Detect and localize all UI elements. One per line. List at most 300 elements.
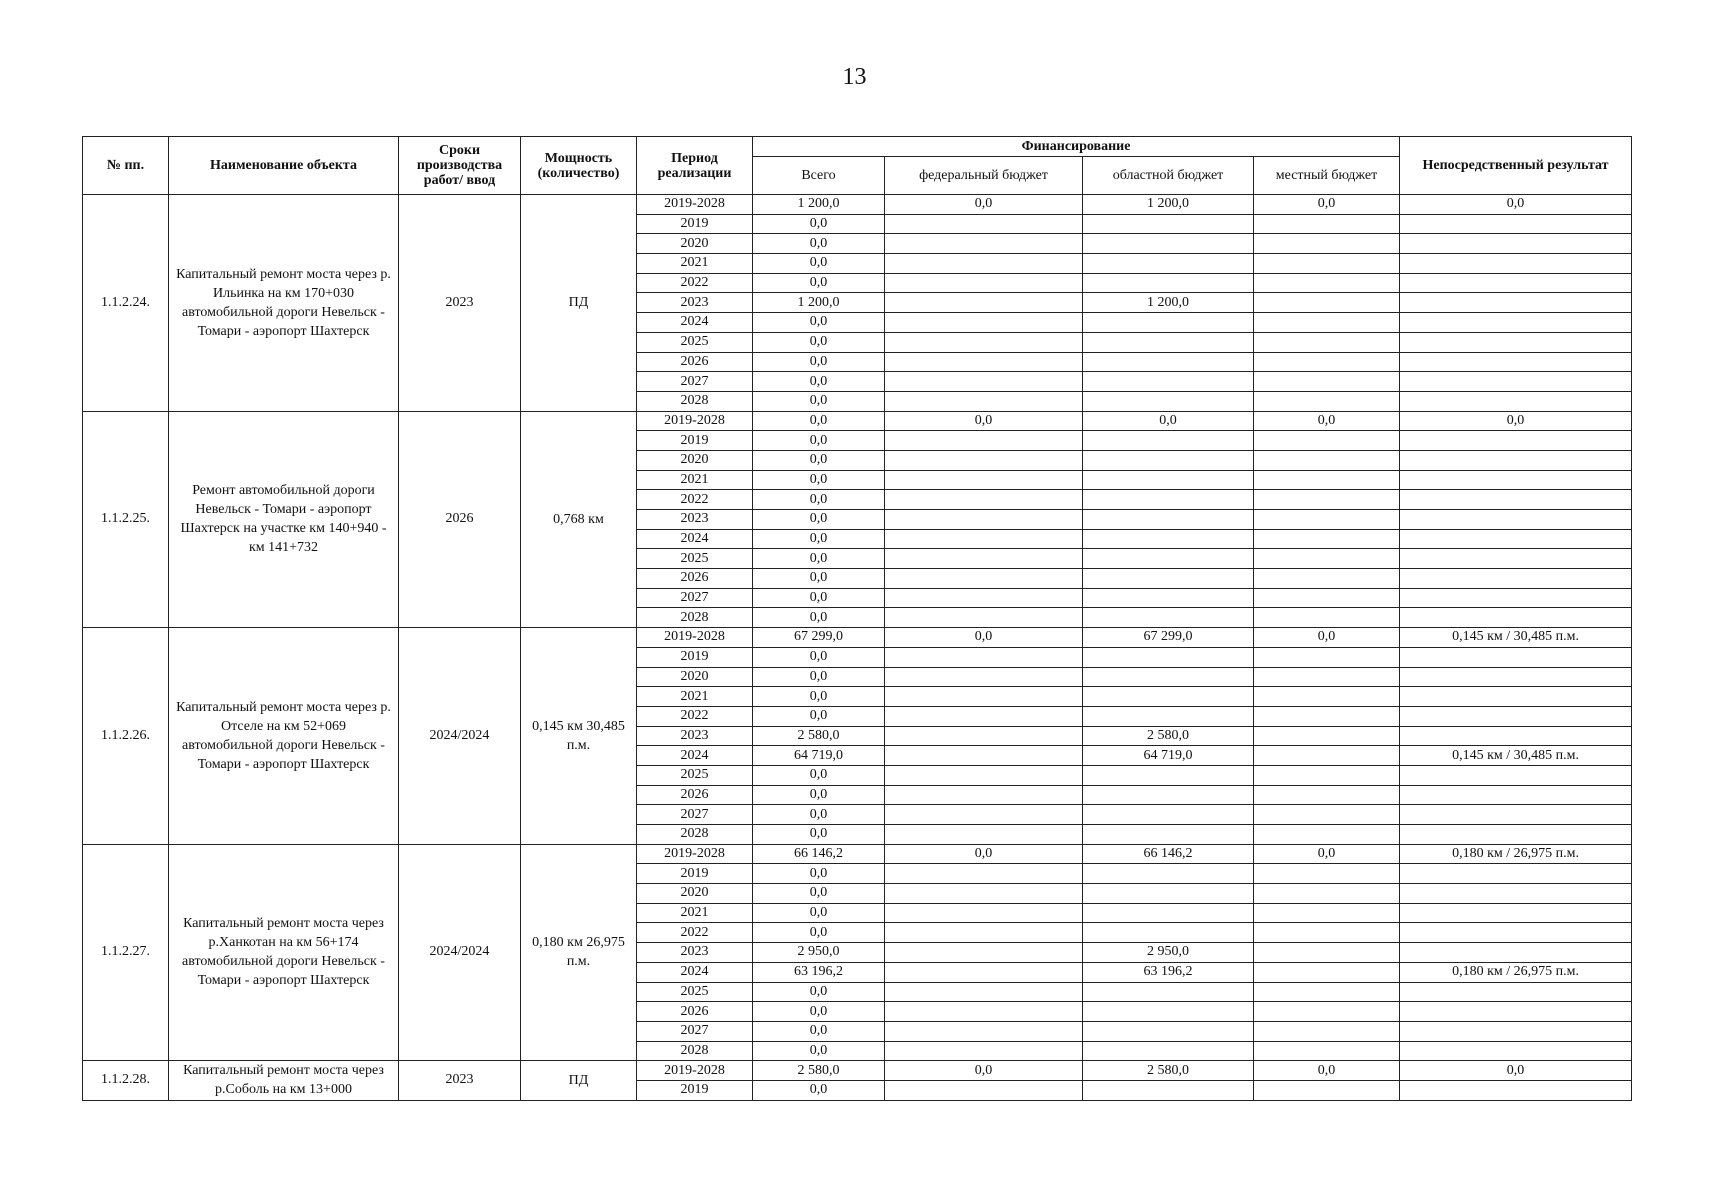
local-cell: 0,0 <box>1254 844 1400 864</box>
local-cell <box>1254 726 1400 746</box>
local-cell <box>1254 805 1400 825</box>
regional-cell <box>1083 352 1254 372</box>
regional-cell <box>1083 549 1254 569</box>
local-cell: 0,0 <box>1254 628 1400 648</box>
regional-cell <box>1083 687 1254 707</box>
table-body <box>83 195 1632 1101</box>
regional-cell <box>1083 608 1254 628</box>
result-cell <box>1400 884 1632 904</box>
federal-cell <box>885 470 1083 490</box>
regional-cell <box>1083 785 1254 805</box>
object-name: Ремонт автомобильной дороги Невельск - Томари - аэропорт Шахтерск на участке км 140+940 - км 141+732 <box>169 411 399 628</box>
result-cell: 0,180 км / 26,975 п.м. <box>1400 844 1632 864</box>
total-cell: 0,0 <box>753 608 885 628</box>
result-cell <box>1400 352 1632 372</box>
object-capacity: ПД <box>521 195 637 412</box>
result-cell: 0,145 км / 30,485 п.м. <box>1400 746 1632 766</box>
result-cell <box>1400 234 1632 254</box>
result-cell <box>1400 667 1632 687</box>
result-cell <box>1400 214 1632 234</box>
local-cell <box>1254 647 1400 667</box>
result-cell <box>1400 1021 1632 1041</box>
local-cell <box>1254 273 1400 293</box>
period-cell: 2019-2028 <box>637 411 753 431</box>
local-cell <box>1254 510 1400 530</box>
federal-cell <box>885 490 1083 510</box>
regional-cell <box>1083 234 1254 254</box>
local-cell <box>1254 313 1400 333</box>
total-cell: 0,0 <box>753 903 885 923</box>
period-cell: 2020 <box>637 667 753 687</box>
period-cell: 2022 <box>637 706 753 726</box>
total-cell: 67 299,0 <box>753 628 885 648</box>
regional-cell <box>1083 667 1254 687</box>
object-terms: 2026 <box>399 411 521 628</box>
federal-cell <box>885 352 1083 372</box>
regional-cell <box>1083 254 1254 274</box>
object-terms: 2023 <box>399 195 521 412</box>
result-cell <box>1400 982 1632 1002</box>
total-cell: 0,0 <box>753 884 885 904</box>
federal-cell <box>885 687 1083 707</box>
header-period: Период реализации <box>637 137 753 195</box>
result-cell: 0,0 <box>1400 1061 1632 1081</box>
regional-cell <box>1083 313 1254 333</box>
local-cell <box>1254 746 1400 766</box>
object-number: 1.1.2.24. <box>83 195 169 412</box>
period-cell: 2019-2028 <box>637 628 753 648</box>
total-cell: 2 580,0 <box>753 1061 885 1081</box>
result-cell: 0,0 <box>1400 411 1632 431</box>
period-cell: 2027 <box>637 372 753 392</box>
period-cell: 2024 <box>637 962 753 982</box>
period-cell: 2023 <box>637 510 753 530</box>
federal-cell <box>885 1080 1083 1100</box>
local-cell <box>1254 372 1400 392</box>
local-cell: 0,0 <box>1254 195 1400 215</box>
total-cell: 0,0 <box>753 588 885 608</box>
header-regional: областной бюджет <box>1083 157 1254 195</box>
header-result: Непосредственный результат <box>1400 137 1632 195</box>
period-cell: 2026 <box>637 785 753 805</box>
local-cell <box>1254 765 1400 785</box>
local-cell <box>1254 470 1400 490</box>
result-cell <box>1400 825 1632 845</box>
local-cell <box>1254 569 1400 589</box>
object-terms: 2023 <box>399 1061 521 1100</box>
object-number: 1.1.2.26. <box>83 628 169 845</box>
total-cell: 0,0 <box>753 214 885 234</box>
local-cell <box>1254 687 1400 707</box>
total-cell: 0,0 <box>753 450 885 470</box>
period-cell: 2019 <box>637 214 753 234</box>
object-number: 1.1.2.28. <box>83 1061 169 1100</box>
local-cell <box>1254 884 1400 904</box>
period-cell: 2023 <box>637 293 753 313</box>
result-cell <box>1400 273 1632 293</box>
total-cell: 0,0 <box>753 411 885 431</box>
period-cell: 2019 <box>637 647 753 667</box>
total-cell: 0,0 <box>753 706 885 726</box>
period-cell: 2026 <box>637 1002 753 1022</box>
regional-cell <box>1083 884 1254 904</box>
header-federal: федеральный бюджет <box>885 157 1083 195</box>
regional-cell <box>1083 706 1254 726</box>
regional-cell: 66 146,2 <box>1083 844 1254 864</box>
result-cell: 0,145 км / 30,485 п.м. <box>1400 628 1632 648</box>
regional-cell <box>1083 510 1254 530</box>
federal-cell <box>885 450 1083 470</box>
total-cell: 0,0 <box>753 1041 885 1061</box>
result-cell: 0,180 км / 26,975 п.м. <box>1400 962 1632 982</box>
period-cell: 2028 <box>637 1041 753 1061</box>
result-cell <box>1400 706 1632 726</box>
total-cell: 0,0 <box>753 431 885 451</box>
regional-cell <box>1083 372 1254 392</box>
period-cell: 2024 <box>637 313 753 333</box>
period-cell: 2026 <box>637 352 753 372</box>
total-cell: 0,0 <box>753 569 885 589</box>
object-name: Капитальный ремонт моста через р.Соболь на км 13+000 <box>169 1061 399 1100</box>
local-cell: 0,0 <box>1254 411 1400 431</box>
result-cell <box>1400 254 1632 274</box>
local-cell <box>1254 1002 1400 1022</box>
federal-cell <box>885 805 1083 825</box>
period-cell: 2023 <box>637 943 753 963</box>
regional-cell <box>1083 903 1254 923</box>
federal-cell <box>885 864 1083 884</box>
local-cell <box>1254 903 1400 923</box>
result-cell <box>1400 549 1632 569</box>
federal-cell <box>885 923 1083 943</box>
result-cell <box>1400 785 1632 805</box>
result-cell <box>1400 490 1632 510</box>
local-cell <box>1254 234 1400 254</box>
regional-cell <box>1083 864 1254 884</box>
result-cell: 0,0 <box>1400 195 1632 215</box>
period-cell: 2021 <box>637 254 753 274</box>
result-cell <box>1400 805 1632 825</box>
local-cell <box>1254 549 1400 569</box>
object-terms: 2024/2024 <box>399 844 521 1061</box>
header-total: Всего <box>753 157 885 195</box>
local-cell <box>1254 1080 1400 1100</box>
header-local: местный бюджет <box>1254 157 1400 195</box>
total-cell: 0,0 <box>753 687 885 707</box>
period-cell: 2028 <box>637 608 753 628</box>
total-cell: 0,0 <box>753 765 885 785</box>
period-cell: 2024 <box>637 529 753 549</box>
result-cell <box>1400 943 1632 963</box>
result-cell <box>1400 332 1632 352</box>
result-cell <box>1400 608 1632 628</box>
federal-cell <box>885 647 1083 667</box>
financing-table <box>82 136 1632 1101</box>
period-cell: 2022 <box>637 490 753 510</box>
result-cell <box>1400 391 1632 411</box>
federal-cell <box>885 943 1083 963</box>
period-cell: 2021 <box>637 470 753 490</box>
federal-cell <box>885 785 1083 805</box>
result-cell <box>1400 864 1632 884</box>
period-cell: 2019-2028 <box>637 1061 753 1081</box>
federal-cell <box>885 234 1083 254</box>
result-cell <box>1400 293 1632 313</box>
period-cell: 2020 <box>637 234 753 254</box>
result-cell <box>1400 569 1632 589</box>
object-terms: 2024/2024 <box>399 628 521 845</box>
result-cell <box>1400 1041 1632 1061</box>
total-cell: 0,0 <box>753 1002 885 1022</box>
federal-cell <box>885 1041 1083 1061</box>
total-cell: 0,0 <box>753 825 885 845</box>
total-cell: 0,0 <box>753 667 885 687</box>
regional-cell <box>1083 214 1254 234</box>
regional-cell <box>1083 391 1254 411</box>
regional-cell <box>1083 1021 1254 1041</box>
regional-cell: 0,0 <box>1083 411 1254 431</box>
local-cell <box>1254 667 1400 687</box>
regional-cell: 67 299,0 <box>1083 628 1254 648</box>
result-cell <box>1400 903 1632 923</box>
federal-cell: 0,0 <box>885 195 1083 215</box>
total-cell: 0,0 <box>753 647 885 667</box>
regional-cell <box>1083 1002 1254 1022</box>
header-capacity: Мощность (количество) <box>521 137 637 195</box>
result-cell <box>1400 647 1632 667</box>
regional-cell <box>1083 982 1254 1002</box>
total-cell: 0,0 <box>753 254 885 274</box>
object-capacity: 0,145 км 30,485 п.м. <box>521 628 637 845</box>
local-cell <box>1254 706 1400 726</box>
period-cell: 2019-2028 <box>637 195 753 215</box>
regional-cell: 2 580,0 <box>1083 1061 1254 1081</box>
regional-cell <box>1083 569 1254 589</box>
federal-cell <box>885 431 1083 451</box>
total-cell: 0,0 <box>753 313 885 333</box>
result-cell <box>1400 372 1632 392</box>
total-cell: 0,0 <box>753 1080 885 1100</box>
federal-cell <box>885 884 1083 904</box>
local-cell <box>1254 352 1400 372</box>
federal-cell <box>885 332 1083 352</box>
local-cell <box>1254 943 1400 963</box>
local-cell <box>1254 391 1400 411</box>
result-cell <box>1400 588 1632 608</box>
total-cell: 2 580,0 <box>753 726 885 746</box>
federal-cell <box>885 313 1083 333</box>
total-cell: 63 196,2 <box>753 962 885 982</box>
federal-cell <box>885 569 1083 589</box>
total-cell: 0,0 <box>753 529 885 549</box>
local-cell <box>1254 825 1400 845</box>
local-cell <box>1254 588 1400 608</box>
total-cell: 0,0 <box>753 391 885 411</box>
total-cell: 0,0 <box>753 785 885 805</box>
regional-cell <box>1083 588 1254 608</box>
total-cell: 0,0 <box>753 470 885 490</box>
result-cell <box>1400 923 1632 943</box>
total-cell: 0,0 <box>753 234 885 254</box>
period-cell: 2025 <box>637 982 753 1002</box>
federal-cell <box>885 588 1083 608</box>
result-cell <box>1400 1080 1632 1100</box>
total-cell: 64 719,0 <box>753 746 885 766</box>
local-cell <box>1254 982 1400 1002</box>
federal-cell <box>885 293 1083 313</box>
total-cell: 0,0 <box>753 372 885 392</box>
federal-cell <box>885 1021 1083 1041</box>
period-cell: 2028 <box>637 391 753 411</box>
federal-cell <box>885 765 1083 785</box>
object-number: 1.1.2.27. <box>83 844 169 1061</box>
local-cell <box>1254 864 1400 884</box>
period-cell: 2022 <box>637 273 753 293</box>
regional-cell <box>1083 923 1254 943</box>
period-cell: 2025 <box>637 332 753 352</box>
federal-cell <box>885 214 1083 234</box>
local-cell <box>1254 529 1400 549</box>
period-cell: 2024 <box>637 746 753 766</box>
local-cell <box>1254 431 1400 451</box>
result-cell <box>1400 510 1632 530</box>
local-cell <box>1254 1041 1400 1061</box>
period-cell: 2019 <box>637 431 753 451</box>
regional-cell: 2 950,0 <box>1083 943 1254 963</box>
period-cell: 2019 <box>637 1080 753 1100</box>
federal-cell <box>885 608 1083 628</box>
object-name: Капитальный ремонт моста через р. Отселе на км 52+069 автомобильной дороги Невельск - Томари - аэропорт Шахтерск <box>169 628 399 845</box>
federal-cell <box>885 510 1083 530</box>
regional-cell <box>1083 332 1254 352</box>
period-cell: 2027 <box>637 588 753 608</box>
local-cell <box>1254 254 1400 274</box>
header-terms: Сроки производства работ/ ввод <box>399 137 521 195</box>
federal-cell <box>885 667 1083 687</box>
object-capacity: 0,768 км <box>521 411 637 628</box>
result-cell <box>1400 765 1632 785</box>
object-number: 1.1.2.25. <box>83 411 169 628</box>
total-cell: 0,0 <box>753 549 885 569</box>
federal-cell <box>885 726 1083 746</box>
period-cell: 2025 <box>637 549 753 569</box>
local-cell <box>1254 923 1400 943</box>
federal-cell <box>885 529 1083 549</box>
result-cell <box>1400 470 1632 490</box>
total-cell: 0,0 <box>753 352 885 372</box>
total-cell: 0,0 <box>753 864 885 884</box>
period-cell: 2020 <box>637 884 753 904</box>
federal-cell: 0,0 <box>885 1061 1083 1081</box>
period-cell: 2019-2028 <box>637 844 753 864</box>
regional-cell <box>1083 1080 1254 1100</box>
federal-cell <box>885 706 1083 726</box>
period-cell: 2019 <box>637 864 753 884</box>
federal-cell: 0,0 <box>885 844 1083 864</box>
table-header <box>83 137 1632 195</box>
header-num: № пп. <box>83 137 169 195</box>
total-cell: 0,0 <box>753 510 885 530</box>
period-cell: 2028 <box>637 825 753 845</box>
federal-cell <box>885 391 1083 411</box>
header-financing: Финансирование <box>753 137 1400 157</box>
period-cell: 2023 <box>637 726 753 746</box>
total-cell: 0,0 <box>753 490 885 510</box>
local-cell <box>1254 785 1400 805</box>
total-cell: 0,0 <box>753 923 885 943</box>
federal-cell <box>885 746 1083 766</box>
local-cell <box>1254 962 1400 982</box>
regional-cell <box>1083 490 1254 510</box>
page-number: 13 <box>842 64 867 90</box>
header-name: Наименование объекта <box>169 137 399 195</box>
federal-cell <box>885 1002 1083 1022</box>
period-cell: 2026 <box>637 569 753 589</box>
federal-cell <box>885 962 1083 982</box>
period-cell: 2021 <box>637 687 753 707</box>
local-cell <box>1254 608 1400 628</box>
total-cell: 0,0 <box>753 1021 885 1041</box>
federal-cell <box>885 549 1083 569</box>
object-capacity: ПД <box>521 1061 637 1100</box>
result-cell <box>1400 431 1632 451</box>
total-cell: 1 200,0 <box>753 195 885 215</box>
result-cell <box>1400 313 1632 333</box>
result-cell <box>1400 726 1632 746</box>
federal-cell: 0,0 <box>885 411 1083 431</box>
result-cell <box>1400 687 1632 707</box>
regional-cell <box>1083 1041 1254 1061</box>
result-cell <box>1400 529 1632 549</box>
regional-cell: 2 580,0 <box>1083 726 1254 746</box>
total-cell: 0,0 <box>753 273 885 293</box>
regional-cell <box>1083 825 1254 845</box>
period-cell: 2020 <box>637 450 753 470</box>
federal-cell <box>885 372 1083 392</box>
regional-cell <box>1083 647 1254 667</box>
period-cell: 2027 <box>637 1021 753 1041</box>
object-name: Капитальный ремонт моста через р.Ханкотан на км 56+174 автомобильной дороги Невельск - Томари - аэропорт Шахтерск <box>169 844 399 1061</box>
regional-cell: 63 196,2 <box>1083 962 1254 982</box>
table-row <box>83 628 1632 648</box>
regional-cell <box>1083 273 1254 293</box>
federal-cell <box>885 982 1083 1002</box>
local-cell <box>1254 450 1400 470</box>
period-cell: 2021 <box>637 903 753 923</box>
result-cell <box>1400 450 1632 470</box>
period-cell: 2022 <box>637 923 753 943</box>
local-cell <box>1254 293 1400 313</box>
regional-cell <box>1083 529 1254 549</box>
local-cell: 0,0 <box>1254 1061 1400 1081</box>
total-cell: 0,0 <box>753 805 885 825</box>
total-cell: 0,0 <box>753 982 885 1002</box>
total-cell: 2 950,0 <box>753 943 885 963</box>
result-cell <box>1400 1002 1632 1022</box>
regional-cell: 1 200,0 <box>1083 195 1254 215</box>
period-cell: 2025 <box>637 765 753 785</box>
regional-cell <box>1083 805 1254 825</box>
regional-cell <box>1083 470 1254 490</box>
federal-cell: 0,0 <box>885 628 1083 648</box>
object-capacity: 0,180 км 26,975 п.м. <box>521 844 637 1061</box>
federal-cell <box>885 273 1083 293</box>
local-cell <box>1254 490 1400 510</box>
local-cell <box>1254 1021 1400 1041</box>
regional-cell: 64 719,0 <box>1083 746 1254 766</box>
table-row <box>83 195 1632 215</box>
total-cell: 66 146,2 <box>753 844 885 864</box>
